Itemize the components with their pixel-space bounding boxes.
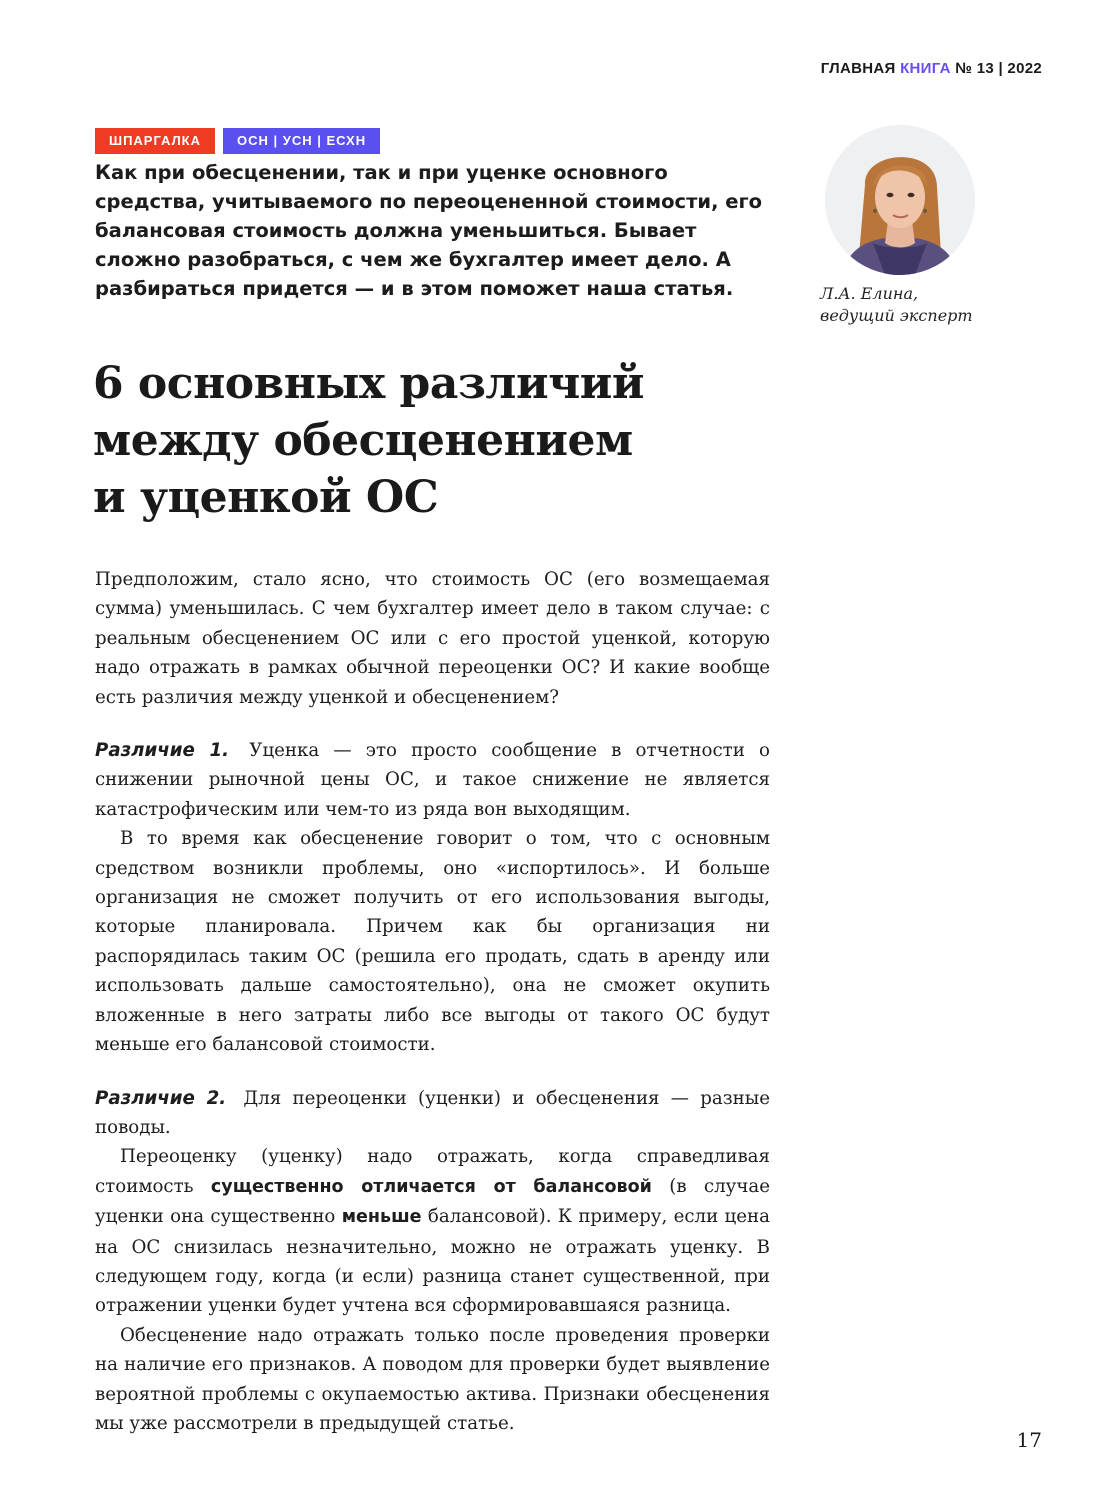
difference-1-text: Уценка — это просто сообщение в отчетности о снижении рыночной цены ОС, и такое снижение не является катастрофическим или чем-то из ряда вон выходящим.	[95, 740, 770, 820]
author-photo	[825, 125, 975, 275]
intro-paragraph: Предположим, стало ясно, что стоимость ОС (его возмещаемая сумма) уменьшилась. С чем бухгалтер имеет дело в таком случае: с реальным обесценением ОС или с его простой уценкой, которую надо отражать в рамках обычной переоценки ОС? И какие вообще есть различия между уценкой и обесценением?	[95, 569, 770, 708]
article-lead: Как при обесценении, так и при уценке основного средства, учитываемого по переоцененной стоимости, его балансовая стоимость должна уменьшиться. Бывает сложно разобраться, с чем же бухгалтер имеет дело. А разбираться придется — и в этом поможет наша статья.	[95, 161, 763, 300]
page-number: 17	[1016, 1428, 1042, 1452]
difference-1-paragraph	[95, 736, 770, 824]
article-tags	[95, 128, 380, 154]
masthead-issue: № 13 | 2022	[955, 60, 1042, 77]
difference-2-p2-end: балансовой). К примеру, если цена на ОС снизилась незначительно, можно не отражать уценку. В следующем году, когда (и если) разница станет существенной, при отражении уценки будет учтена вся сформировавшаяся разница.	[95, 1206, 770, 1317]
title-line-2: между обесценением	[93, 415, 633, 466]
author-caption	[820, 283, 973, 327]
masthead-brand-main: ГЛАВНАЯ	[820, 60, 896, 77]
difference-2-p2-bold-2: меньше	[341, 1207, 422, 1228]
author-name: Л.А. Елина,	[820, 284, 919, 303]
difference-2-p2-mid: (в случае уценки она существенно	[95, 1175, 770, 1228]
category-tag: ШПАРГАЛКА	[95, 128, 215, 154]
masthead-brand-accent: КНИГА	[900, 60, 951, 77]
difference-1-paragraph-2: В то время как обесценение говорит о том, что с основным средством возникли проблемы, оно «испортилось». И больше организация не сможет получить от его использования выгоды, которые планировала. Причем как бы организация ни распорядилась таким ОС (решила его продать, сдать в аренду или использовать дальше самостоятельно), она не сможет окупить вложенные в него затраты либо все выгоды от такого ОС будут меньше его балансовой стоимости.	[95, 828, 770, 1056]
difference-2-paragraph-3: Обесценение надо отражать только после проведения проверки на наличие его признаков. А поводом для проверки будет выявление вероятной проблемы с окупаемостью актива. Признаки обесценения мы уже рассмотрели в предыдущей статье.	[95, 1324, 770, 1434]
tax-regime-tag: ОСН | УСН | ЕСХН	[223, 128, 380, 154]
difference-2-label: Различие 2.	[95, 1087, 227, 1109]
masthead	[821, 60, 1042, 77]
difference-2-paragraph-2	[95, 1142, 770, 1320]
difference-2-text: Для переоценки (уценки) и обесценения — разные поводы.	[95, 1087, 770, 1138]
author-role: ведущий эксперт	[820, 306, 973, 325]
difference-2-p2-start: Переоценку (уценку) надо отражать, когда справедливая стоимость	[95, 1146, 770, 1197]
article-title	[93, 355, 773, 526]
difference-1-label: Различие 1.	[95, 740, 230, 762]
author-portrait-illustration	[825, 125, 975, 275]
difference-2-p2-bold-1: существенно отличается от балансовой	[210, 1176, 652, 1197]
title-line-1: 6 основных различий	[93, 358, 645, 409]
title-line-3: и уценкой ОС	[93, 472, 439, 523]
difference-2-paragraph	[95, 1084, 770, 1143]
article-body	[95, 565, 770, 1438]
